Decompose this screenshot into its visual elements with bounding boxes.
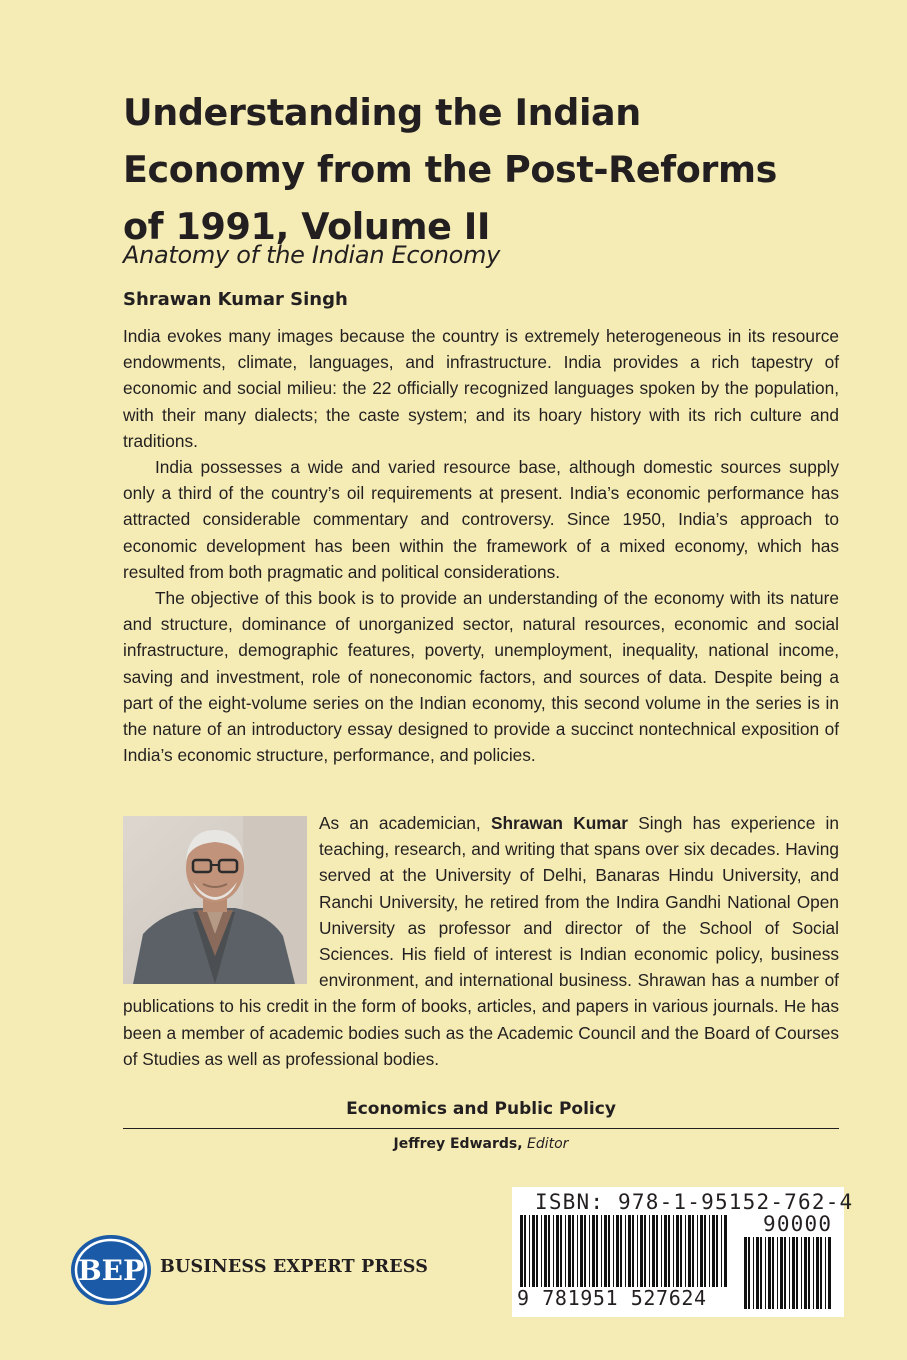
- description-paragraph-1: India evokes many images because the country is extremely heterogeneous in its resource endowments, climate, languages, and infrastructure. India provides a rich tapestry of economic and social milieu: the 22 officially recognized languages spoken by the population, with their many dialects; the caste system; and its hoary history with its rich culture and traditions.: [123, 326, 839, 451]
- barcode-bar: [765, 1237, 766, 1309]
- author-biography: [123, 810, 839, 1072]
- bio-author-name: Shrawan Kumar: [490, 813, 628, 833]
- barcode-bar: [589, 1215, 590, 1287]
- barcode-bar: [613, 1215, 614, 1287]
- barcode-bar: [565, 1215, 566, 1287]
- photo-float-spacer: [123, 810, 319, 990]
- title-line-1: Understanding the Indian: [123, 91, 641, 134]
- barcode-bar: [568, 1215, 571, 1287]
- barcode-bar: [536, 1215, 538, 1287]
- barcode-bar: [673, 1215, 674, 1287]
- barcode-bar: [577, 1215, 578, 1287]
- barcode-bar: [700, 1215, 703, 1287]
- barcode-bar: [756, 1237, 759, 1309]
- barcode-bar: [632, 1215, 634, 1287]
- barcode-bar: [712, 1215, 715, 1287]
- barcode-bar: [744, 1237, 747, 1309]
- barcode-bar: [541, 1215, 542, 1287]
- barcode-bar: [792, 1237, 795, 1309]
- book-description: [123, 323, 839, 768]
- series-editor-name: Jeffrey Edwards,: [393, 1136, 523, 1152]
- barcode-bar: [560, 1215, 562, 1287]
- series-editor: [123, 1133, 839, 1155]
- barcode-bar: [709, 1215, 710, 1287]
- barcode-bar: [796, 1237, 798, 1309]
- barcode-bar: [780, 1237, 783, 1309]
- barcode-bar: [777, 1237, 778, 1309]
- publisher-name: BUSINESS EXPERT PRESS: [160, 1257, 429, 1277]
- barcode-bar: [721, 1215, 722, 1287]
- barcode-bar: [601, 1215, 602, 1287]
- title-line-3: of 1991, Volume II: [123, 205, 491, 248]
- barcode-bar: [668, 1215, 670, 1287]
- barcode-bar: [553, 1215, 554, 1287]
- barcode-bar: [772, 1237, 774, 1309]
- barcode-bar: [804, 1237, 807, 1309]
- bio-text: Singh has experience in teaching, research, and writing that spans over six decades. Having served at the University of Delhi, Banaras Hindu University, and Ranchi University, he retired from the Indira Gandhi National Open University as professor and director of the School of Social Sciences. His field of interest is Indian economic policy, business environment, and international business. Shrawan has a number of publications to his credit in the form of books, articles, and papers in various journals. He has been a member of academic bodies such as the Academic Council and the Board of Courses of Studies as well as professional bodies.: [123, 813, 839, 1069]
- barcode-bar: [816, 1237, 819, 1309]
- isbn-label: ISBN: 978-1-95152-762-4: [535, 1190, 854, 1214]
- barcode-bar: [768, 1237, 771, 1309]
- barcode-bar: [637, 1215, 638, 1287]
- barcode-bar: [828, 1237, 831, 1309]
- barcode-bar: [801, 1237, 802, 1309]
- barcode-bar: [748, 1237, 750, 1309]
- barcode-bar: [628, 1215, 631, 1287]
- bio-lead: As an academician,: [319, 813, 491, 833]
- barcode-bar: [716, 1215, 718, 1287]
- barcode-bar: [652, 1215, 655, 1287]
- barcode-bar: [520, 1215, 523, 1287]
- series-title: Economics and Public Policy: [346, 1099, 616, 1119]
- description-paragraph-3: The objective of this book is to provide an understanding of the economy with its nature and structure, dominance of unorganized sector, natural resources, economic and social infrastructure, demographic features, poverty, unemployment, inequality, national income, saving and investment, role of noneconomic factors, and sources of data. Despite being a part of the eight-volume series on the Indian economy, this second volume in the series is in the nature of an introductory essay designed to provide a succinct nontechnical exposition of India’s economic structure, performance, and policies.: [123, 588, 839, 766]
- barcode-bar: [680, 1215, 682, 1287]
- barcode-bar: [704, 1215, 706, 1287]
- description-paragraph-2: India possesses a wide and varied resource base, although domestic sources supply only a third of the country’s oil requirements at present. India’s economic performance has attracted considerable commentary and controversy. Since 1950, India’s approach to economic development has been within the framework of a mixed economy, which has resulted from both pragmatic and political considerations.: [123, 457, 839, 582]
- barcode-bar: [604, 1215, 607, 1287]
- barcode-bar: [596, 1215, 598, 1287]
- barcode-bar: [820, 1237, 822, 1309]
- barcode-bar: [656, 1215, 658, 1287]
- bep-logo-icon: [70, 1234, 152, 1306]
- book-subtitle: Anatomy of the Indian Economy: [123, 241, 500, 269]
- barcode-bar: [616, 1215, 619, 1287]
- title-line-2: Economy from the Post-Reforms: [123, 148, 777, 191]
- barcode-bar: [580, 1215, 583, 1287]
- barcode-bar: [592, 1215, 595, 1287]
- series-editor-role: Editor: [527, 1136, 569, 1152]
- series-divider: [123, 1128, 839, 1129]
- barcode-bar: [661, 1215, 662, 1287]
- barcode-bar: [556, 1215, 559, 1287]
- barcode-bar: [688, 1215, 691, 1287]
- barcode-bar: [532, 1215, 535, 1287]
- book-title: [123, 84, 843, 255]
- barcode-bar: [649, 1215, 650, 1287]
- barcode-bar: [692, 1215, 694, 1287]
- barcode-bar: [524, 1215, 526, 1287]
- barcode-bar: [584, 1215, 586, 1287]
- barcode-bar: [813, 1237, 814, 1309]
- barcode-bar: [548, 1215, 550, 1287]
- price-code: 90000: [763, 1212, 833, 1236]
- bep-logo: [70, 1234, 152, 1306]
- barcode-bar: [697, 1215, 698, 1287]
- barcode-bar: [620, 1215, 622, 1287]
- barcode-bar: [664, 1215, 667, 1287]
- barcode-bar: [685, 1215, 686, 1287]
- barcode-digits: 9 781951 527624: [517, 1286, 707, 1310]
- svg-text:BEP: BEP: [77, 1254, 145, 1287]
- barcode-bar: [808, 1237, 810, 1309]
- barcode-bar: [724, 1215, 727, 1287]
- barcode-bar: [825, 1237, 826, 1309]
- barcode-bar: [572, 1215, 574, 1287]
- author-name: Shrawan Kumar Singh: [123, 289, 348, 310]
- barcode-bar: [644, 1215, 646, 1287]
- barcode-bar: [784, 1237, 786, 1309]
- barcode-bar: [753, 1237, 754, 1309]
- barcode-bar: [640, 1215, 643, 1287]
- barcode-bar: [529, 1215, 530, 1287]
- barcode-bar: [608, 1215, 610, 1287]
- barcode-bar: [544, 1215, 547, 1287]
- barcode-bar: [760, 1237, 762, 1309]
- barcode-bar: [676, 1215, 679, 1287]
- barcode-bar: [789, 1237, 790, 1309]
- barcode-bar: [625, 1215, 626, 1287]
